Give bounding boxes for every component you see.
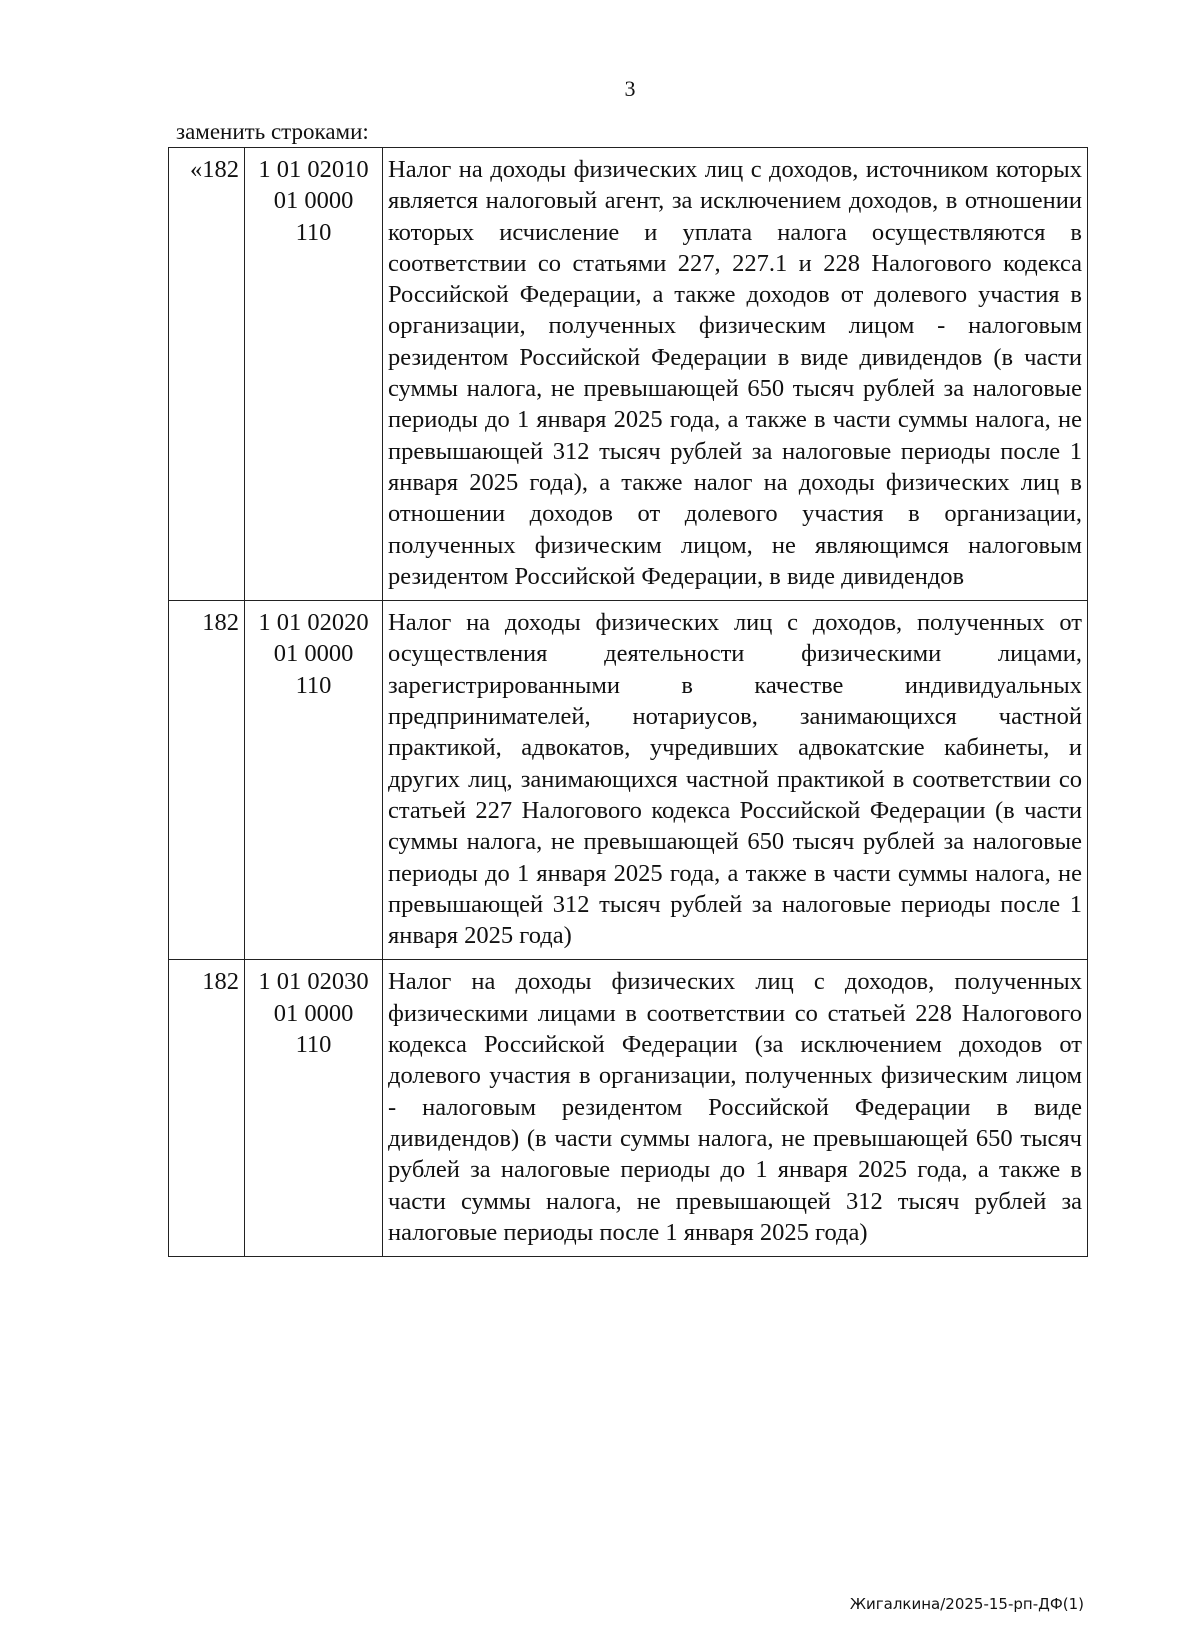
kbk-line: 110 — [295, 671, 332, 699]
admin-code-cell: «182 — [169, 148, 245, 601]
document-footer-id: Жигалкина/2025-15-рп-ДФ(1) — [849, 1595, 1084, 1613]
kbk-cell — [245, 148, 383, 601]
admin-code-cell: 182 — [169, 960, 245, 1257]
budget-codes-table — [168, 147, 1088, 1257]
description-cell: Налог на доходы физических лиц с доходов, источником которых является налоговый агент, за исключением доходов, в отношении которых исчисление и уплата налога осуществляются в соответствии со статьями 227, 227.1 и 228 Налогового кодекса Российской Федерации, а также доходов от долевого участия в организации, полученных физическим лицом - налоговым резидентом Российской Федерации в виде дивидендов (в части суммы налога, не превышающей 650 тысяч рублей за налоговые периоды до 1 января 2025 года, а также в части суммы налога, не превышающей 312 тысяч рублей за налоговые периоды после 1 января 2025 года), а также налог на доходы физических лиц в отношении доходов от долевого участия в организации, полученных физическим лицом, не являющимся налоговым резидентом Российской Федерации, в виде дивидендов — [383, 148, 1088, 601]
kbk-line: 1 01 02020 — [258, 609, 369, 637]
admin-code-cell: 182 — [169, 601, 245, 960]
kbk-cell — [245, 601, 383, 960]
table-row — [169, 960, 1088, 1257]
page-number: 3 — [624, 76, 636, 101]
kbk-line: 1 01 02030 — [258, 968, 369, 996]
table-row — [169, 601, 1088, 960]
kbk-line: 1 01 02010 — [258, 156, 369, 183]
description-cell: Налог на доходы физических лиц с доходов, полученных от осуществления деятельности физическими лицами, зарегистрированными в качестве индивидуальных предпринимателей, нотариусов, занимающихся частной практикой, адвокатов, учредивших адвокатские кабинеты, и других лиц, занимающихся частной практикой в соответствии со статьей 227 Налогового кодекса Российской Федерации (в части суммы налога, не превышающей 650 тысяч рублей за налоговые периоды до 1 января 2025 года, а также в части суммы налога, не превышающей 312 тысяч рублей за налоговые периоды после 1 января 2025 года) — [383, 601, 1088, 960]
description-cell: Налог на доходы физических лиц с доходов, полученных физическими лицами в соответствии со статьей 228 Налогового кодекса Российской Федерации (за исключением доходов от долевого участия в организации, полученных физическим лицом - налоговым резидентом Российской Федерации в виде дивидендов) (в части суммы налога, не превышающей 650 тысяч рублей за налоговые периоды до 1 января 2025 года, а также в части суммы налога, не превышающей 312 тысяч рублей за налоговые периоды после 1 января 2025 года) — [383, 960, 1088, 1257]
intro-text: заменить строками: — [176, 119, 369, 144]
kbk-cell — [245, 960, 383, 1257]
kbk-line: 01 0000 — [273, 640, 354, 668]
table-row — [169, 148, 1088, 601]
kbk-line: 01 0000 — [273, 999, 354, 1027]
kbk-line: 110 — [295, 218, 332, 246]
kbk-line: 110 — [295, 1031, 332, 1059]
kbk-line: 01 0000 — [273, 187, 354, 215]
